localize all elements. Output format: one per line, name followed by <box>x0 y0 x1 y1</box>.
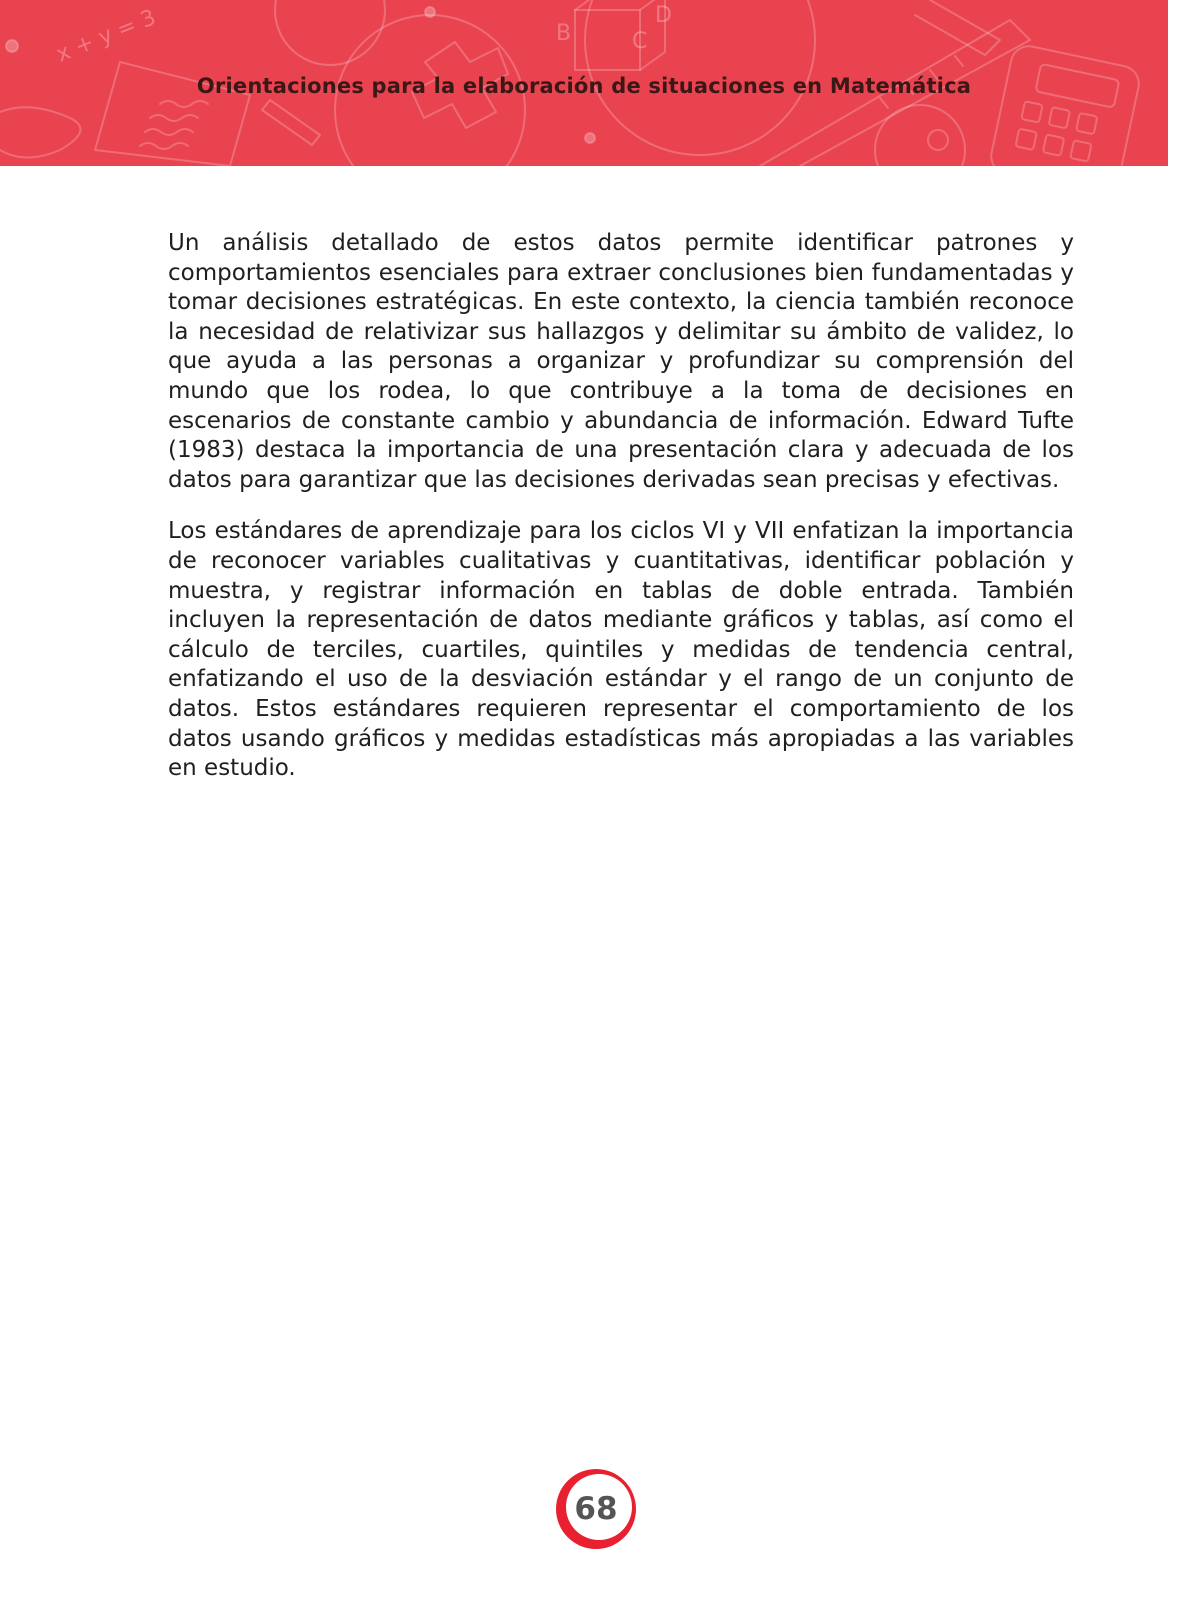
page-header <box>0 0 1168 166</box>
body-text <box>168 229 1074 806</box>
page-number: 68 <box>574 1491 618 1527</box>
equation-doodle: x + y = 3 <box>52 5 160 68</box>
svg-text:D: D <box>655 3 672 28</box>
svg-text:C: C <box>632 29 648 54</box>
paragraph: Los estándares de aprendizaje para los ciclos VI y VII enfatizan la importancia de reconocer variables cualitativas y cuantitativas, identificar población y muestra, y registrar información en tablas de doble entrada. También incluyen la representación de datos mediante gráficos y tablas, así como el cálculo de terciles, cuartiles, quintiles y medidas de tendencia central, enfatizando el uso de la desviación estándar y el rango de un conjunto de datos. Estos estándares requieren representar el comportamiento de los datos usando gráficos y medidas estadísticas más apropiadas a las variables en estudio. <box>168 518 1074 782</box>
paragraph: Un análisis detallado de estos datos permite identificar patrones y comportamientos esenciales para extraer conclusiones bien fundamentadas y tomar decisiones estratégicas. En este contexto, la ciencia también reconoce la necesidad de relativizar sus hallazgos y delimitar su ámbito de validez, lo que ayuda a las personas a organizar y profundizar su comprensión del mundo que los rodea, lo que contribuye a la toma de decisiones en escenarios de constante cambio y abundancia de información. Edward Tufte (1983) destaca la importancia de una presentación clara y adecuada de los datos para garantizar que las decisiones derivadas sean precisas y efectivas. <box>168 230 1074 493</box>
page-number-badge <box>553 1466 639 1552</box>
page-header-title: Orientaciones para la elaboración de situaciones en Matemática <box>196 74 972 98</box>
svg-text:B: B <box>556 21 572 46</box>
